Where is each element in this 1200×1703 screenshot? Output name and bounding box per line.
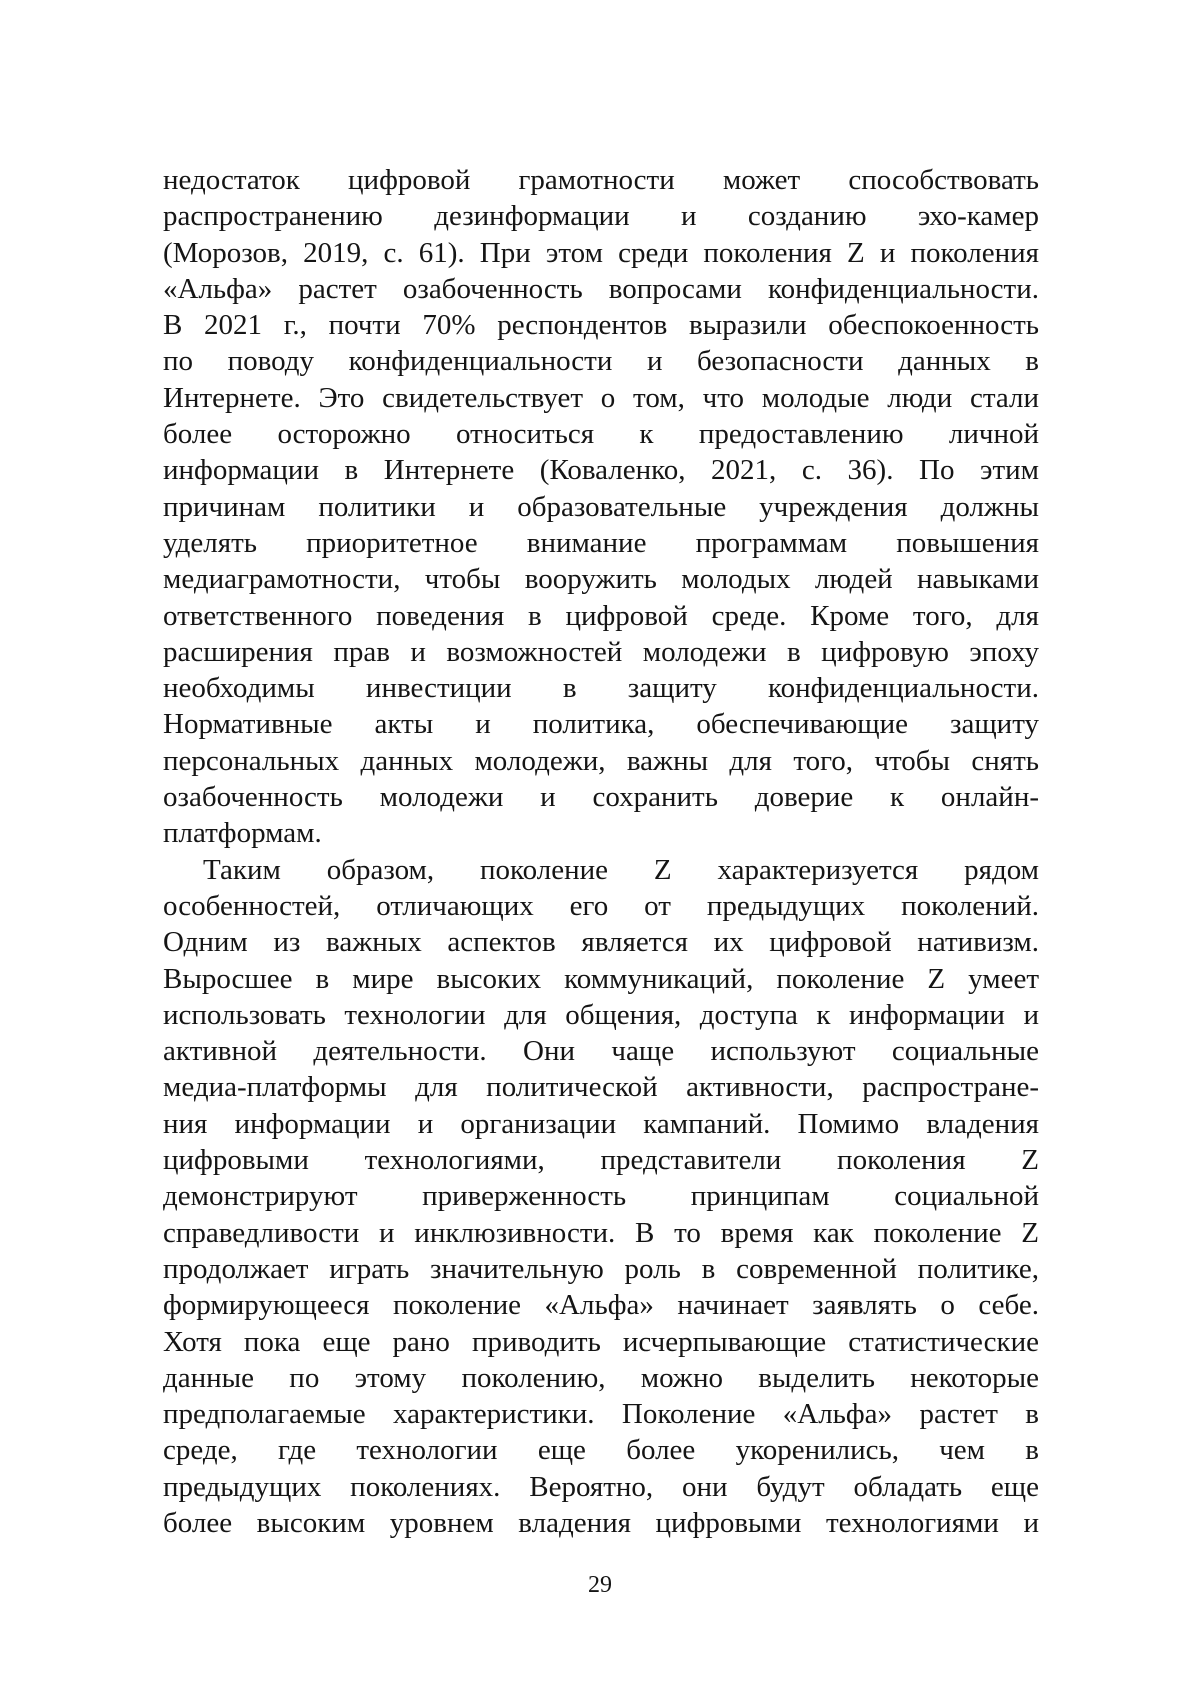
- text-line: «Альфа» растет озабоченность вопросами конфиденциальности.: [163, 272, 1039, 305]
- page-number: 29: [588, 1572, 612, 1598]
- text-line: активной деятельности. Они чаще используют социальные: [163, 1035, 1039, 1068]
- text-line: причинам политики и образовательные учреждения должны: [163, 490, 1039, 523]
- text-line: (Морозов, 2019, с. 61). При этом среди поколения Z и поколения: [163, 236, 1039, 269]
- text-line: Таким образом, поколение Z характеризуется рядом: [203, 853, 1039, 886]
- paragraph: [163, 162, 1039, 852]
- body-text: [163, 162, 1039, 1541]
- text-line: В 2021 г., почти 70% респондентов выразили обеспокоенность: [163, 309, 1039, 342]
- text-line: справедливости и инклюзивности. В то время как поколение Z: [163, 1216, 1039, 1249]
- text-line: ния информации и организации кампаний. Помимо владения: [163, 1107, 1039, 1140]
- text-line: информации в Интернете (Коваленко, 2021, с. 36). По этим: [163, 454, 1039, 487]
- text-line: цифровыми технологиями, представители поколения Z: [163, 1144, 1039, 1177]
- text-line: расширения прав и возможностей молодежи в цифровую эпоху: [163, 635, 1039, 668]
- text-line: продолжает играть значительную роль в современной политике,: [163, 1252, 1039, 1285]
- text-line: платформам.: [163, 817, 322, 850]
- text-line: персональных данных молодежи, важны для того, чтобы снять: [163, 744, 1039, 777]
- text-line: Одним из важных аспектов является их цифровой нативизм.: [163, 926, 1039, 959]
- text-line: особенностей, отличающих его от предыдущих поколений.: [163, 889, 1039, 922]
- text-line: уделять приоритетное внимание программам повышения: [163, 526, 1039, 559]
- text-line: данные по этому поколению, можно выделить некоторые: [163, 1361, 1039, 1394]
- text-line: Нормативные акты и политика, обеспечивающие защиту: [163, 708, 1039, 741]
- text-line: Интернете. Это свидетельствует о том, что молодые люди стали: [163, 381, 1039, 414]
- text-line: медиаграмотности, чтобы вооружить молодых людей навыками: [163, 563, 1039, 596]
- text-line: демонстрируют приверженность принципам социальной: [163, 1180, 1039, 1213]
- text-line: озабоченность молодежи и сохранить доверие к онлайн-: [163, 781, 1039, 814]
- text-line: предполагаемые характеристики. Поколение «Альфа» растет в: [163, 1398, 1039, 1431]
- text-line: более осторожно относиться к предоставлению личной: [163, 418, 1039, 451]
- text-line: среде, где технологии еще более укоренились, чем в: [163, 1434, 1039, 1467]
- text-line: предыдущих поколениях. Вероятно, они будут обладать еще: [163, 1470, 1039, 1503]
- text-line: медиа-платформы для политической активности, распростране-: [163, 1071, 1039, 1104]
- text-line: по поводу конфиденциальности и безопасности данных в: [163, 345, 1039, 378]
- text-line: недостаток цифровой грамотности может способствовать: [163, 164, 1039, 196]
- text-line: более высоким уровнем владения цифровыми технологиями и: [163, 1506, 1039, 1539]
- paragraph: [163, 852, 1039, 1542]
- text-line: использовать технологии для общения, доступа к информации и: [163, 998, 1039, 1031]
- text-line: распространению дезинформации и созданию эхо-камер: [163, 200, 1039, 233]
- text-line: Выросшее в мире высоких коммуникаций, поколение Z умеет: [163, 962, 1039, 995]
- text-line: ответственного поведения в цифровой среде. Кроме того, для: [163, 599, 1039, 632]
- text-line: необходимы инвестиции в защиту конфиденциальности.: [163, 672, 1039, 705]
- text-line: формирующееся поколение «Альфа» начинает заявлять о себе.: [163, 1289, 1039, 1322]
- text-line: Хотя пока еще рано приводить исчерпывающие статистические: [163, 1325, 1039, 1358]
